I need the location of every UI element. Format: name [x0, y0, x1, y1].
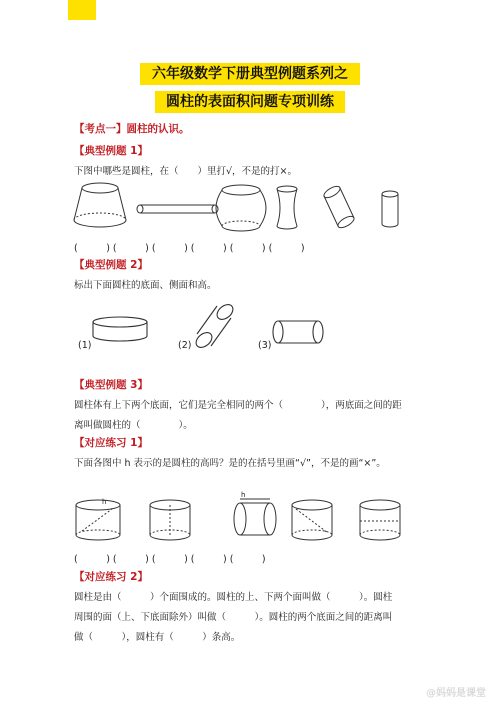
practice-cylinder-4 [292, 500, 332, 540]
height-marker-2: h [102, 498, 107, 506]
practice1-answer-row: ( ) ( ) ( ) ( ) ( ) [74, 554, 266, 565]
shape-sphere-cut [216, 185, 266, 231]
shape-tilted-cylinder [322, 184, 356, 230]
example1-heading: 【典型例题 1】 [74, 145, 148, 157]
example2-shapes [90, 300, 350, 355]
shape-truncated-cone [74, 183, 126, 227]
example1-answer-row: ( ) ( ) ( ) ( ) ( ) ( ) [74, 243, 305, 254]
practice-cylinder-1 [76, 500, 120, 540]
corner-highlight-block [68, 0, 96, 20]
practice1-question: 下面各图中 h 表示的是圆柱的高吗？是的在括号里画“√”，不是的画“×”。 [74, 458, 386, 469]
shape-waisted [277, 186, 297, 229]
title-line-1: 六年级数学下册典型例题系列之 [140, 63, 360, 85]
practice-cylinder-5 [360, 500, 400, 540]
example3-heading: 【典型例题 3】 [74, 379, 148, 391]
practice1-shapes [72, 495, 402, 550]
example3-line-1: 圆柱体有上下两个底面，它们是完全相同的两个（ ），两底面之间的距 [74, 400, 402, 411]
cylinder-horizontal [273, 321, 323, 343]
example1-shapes [70, 180, 420, 235]
example2-label-1: (1) [78, 340, 92, 351]
title-line-2: 圆柱的表面积问题专项训练 [155, 91, 345, 113]
example2-label-3: (3) [258, 340, 272, 351]
example3-line-2: 离叫做圆柱的（ ）。 [74, 420, 193, 431]
example2-label-2: (2) [178, 340, 192, 351]
shape-small-cylinder [382, 191, 398, 227]
practice-cylinder-3 [234, 499, 276, 535]
example2-question: 标出下面圆柱的底面、侧面和高。 [74, 280, 217, 291]
cylinder-wide-flat [93, 317, 147, 341]
example1-question: 下图中哪些是圆柱，在（ ）里打√，不是的打×。 [74, 166, 298, 177]
practice2-line-3: 做（ ），圆柱有（ ）条高。 [74, 632, 241, 643]
cylinder-tilted [193, 302, 236, 351]
shape-thin-rod [137, 205, 218, 213]
height-marker-3: h [241, 491, 246, 499]
practice-cylinder-2 [150, 500, 190, 540]
point1-heading: 【考点一】圆柱的认识。 [74, 123, 190, 135]
example2-heading: 【典型例题 2】 [74, 259, 148, 271]
practice1-heading: 【对应练习 1】 [74, 437, 148, 449]
watermark: @妈妈是课堂 [426, 688, 486, 699]
practice2-line-1: 圆柱是由（ ）个面围成的。圆柱的上、下两个面叫做（ ）。圆柱 [74, 592, 393, 603]
practice2-line-2: 周围的面（上、下底面除外）叫做（ ）。圆柱的两个底面之间的距离叫 [74, 612, 393, 623]
practice2-heading: 【对应练习 2】 [74, 571, 148, 583]
